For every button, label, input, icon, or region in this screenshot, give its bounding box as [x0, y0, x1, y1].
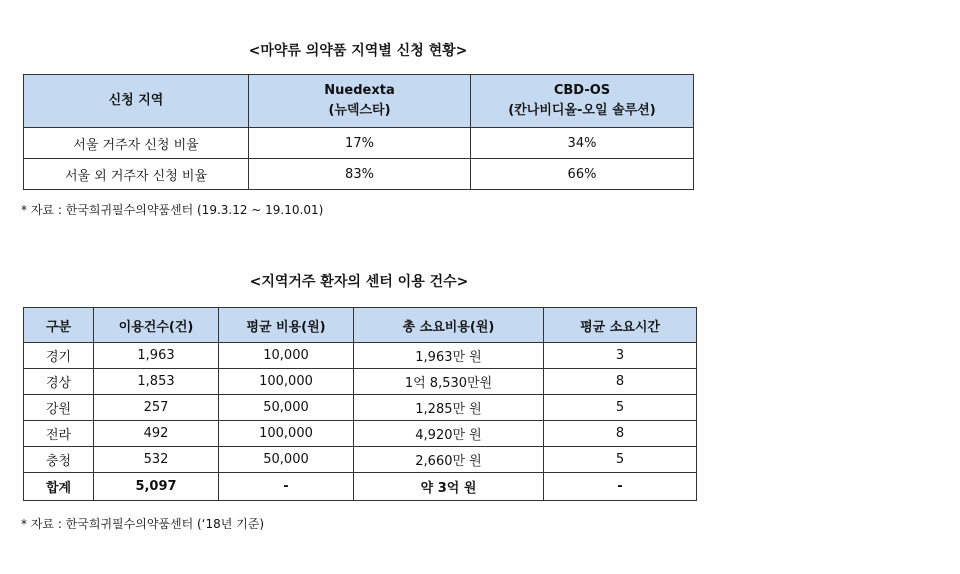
total-row [24, 473, 697, 501]
table-cell: 경기 [24, 343, 94, 369]
table-row [24, 369, 697, 395]
table-header-row [24, 75, 694, 128]
total-cell: 합계 [24, 473, 94, 501]
header-total-cost: 총 소요비용(원) [354, 308, 544, 343]
table-row [24, 128, 694, 159]
table-cell: 8 [544, 369, 697, 395]
table-row [24, 343, 697, 369]
table-header-row [24, 308, 697, 343]
table-cell: 1,285만 원 [354, 395, 544, 421]
table-cell: 서울 거주자 신청 비율 [24, 128, 249, 159]
table-row [24, 159, 694, 190]
header-nuedexta-korean: (뉴덱스타) [328, 103, 391, 118]
table-cell: 4,920만 원 [354, 421, 544, 447]
table-cell: 서울 외 거주자 신청 비율 [24, 159, 249, 190]
table-cell: 5 [544, 447, 697, 473]
table-cell: 1,853 [94, 369, 219, 395]
table-cell: 532 [94, 447, 219, 473]
table-cell: 50,000 [219, 395, 354, 421]
header-usage-count: 이용건수(건) [94, 308, 219, 343]
header-cbd-os-korean: (칸나비디올-오일 솔루션) [508, 103, 656, 118]
table-cell: 10,000 [219, 343, 354, 369]
table-cell: 1억 8,530만원 [354, 369, 544, 395]
table-cell: 5 [544, 395, 697, 421]
table-cell: 83% [249, 159, 471, 190]
source-note: * 자료 : 한국희귀필수의약품센터 (19.3.12 ~ 19.10.01) [21, 203, 324, 217]
table-cell: 257 [94, 395, 219, 421]
table-cell: 1,963만 원 [354, 343, 544, 369]
table-cell: 2,660만 원 [354, 447, 544, 473]
header-average-cost: 평균 비용(원) [219, 308, 354, 343]
header-category: 구분 [24, 308, 94, 343]
table-cell: 강원 [24, 395, 94, 421]
table-cell: 3 [544, 343, 697, 369]
table-row [24, 421, 697, 447]
table-row [24, 395, 697, 421]
header-cbd-os [471, 75, 694, 128]
table-row [24, 447, 697, 473]
header-average-time: 평균 소요시간 [544, 308, 697, 343]
table-cell: 34% [471, 128, 694, 159]
total-cell: 약 3억 원 [354, 473, 544, 501]
table-cell: 전라 [24, 421, 94, 447]
table-cell: 충청 [24, 447, 94, 473]
header-cbd-os-name: CBD-OS [553, 83, 611, 98]
table1-title: <마약류 의약품 지역별 신청 현황> [248, 43, 468, 59]
header-region [24, 75, 249, 128]
header-nuedexta [249, 75, 471, 128]
table-cell: 66% [471, 159, 694, 190]
total-cell: - [544, 473, 697, 501]
table-cell: 1,963 [94, 343, 219, 369]
header-region-label: 신청 지역 [108, 93, 164, 108]
table-cell: 경상 [24, 369, 94, 395]
table-cell: 17% [249, 128, 471, 159]
total-cell: 5,097 [94, 473, 219, 501]
table-cell: 8 [544, 421, 697, 447]
table-cell: 50,000 [219, 447, 354, 473]
center-usage-table [23, 307, 697, 501]
table2-title: <지역거주 환자의 센터 이용 건수> [249, 274, 469, 290]
table-cell: 100,000 [219, 369, 354, 395]
header-nuedexta-name: Nuedexta [324, 83, 395, 98]
total-cell: - [219, 473, 354, 501]
table-cell: 492 [94, 421, 219, 447]
application-status-table [23, 74, 694, 190]
table-cell: 100,000 [219, 421, 354, 447]
source-note: * 자료 : 한국희귀필수의약품센터 (‘18년 기준) [21, 517, 265, 531]
